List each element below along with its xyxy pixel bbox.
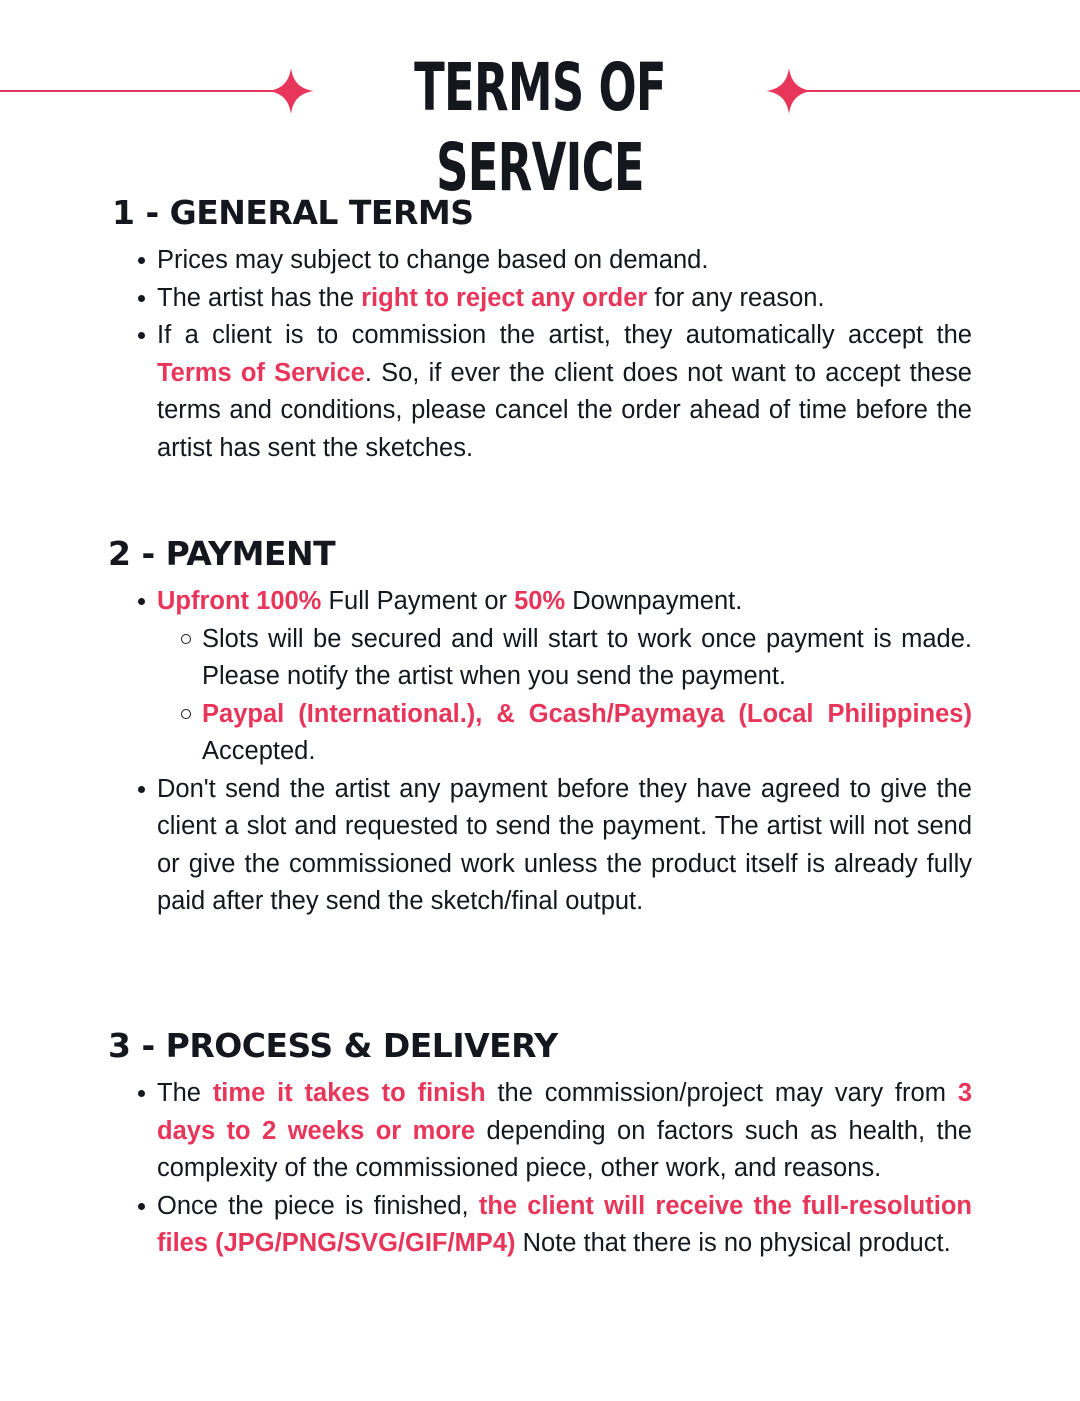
section-process-delivery <box>108 1023 972 1263</box>
list-item: The time it takes to finish the commission/project may vary from 3 days to 2 weeks or more depending on factors such as health, the complexity of the commissioned piece, other work, and reasons. <box>108 1075 972 1188</box>
left-rule <box>0 90 276 92</box>
sub-list-item: Slots will be secured and will start to work once payment is made. Please notify the artist when you send the payment. <box>108 621 972 696</box>
bullet-list <box>108 1075 972 1263</box>
star-icon <box>268 68 314 114</box>
page-title: TERMS OF SERVICE <box>414 49 666 206</box>
right-rule <box>804 90 1080 92</box>
bullet-list <box>108 583 972 621</box>
list-item: Upfront 100% Full Payment or 50% Downpayment. <box>108 583 972 621</box>
sub-list-item: Paypal (International.), & Gcash/Paymaya (Local Philippines) Accepted. <box>108 696 972 771</box>
list-item: The artist has the right to reject any order for any reason. <box>108 280 972 318</box>
bullet-list <box>108 242 972 467</box>
list-item: If a client is to commission the artist, they automatically accept the Terms of Service. So, if ever the client does not want to accept these terms and conditions, please cancel the order ahead of time before the artist has sent the sketches. <box>108 317 972 467</box>
header <box>0 40 1080 206</box>
list-item: Once the piece is finished, the client will receive the full-resolution files (JPG/PNG/SVG/GIF/MP4) Note that there is no physical product. <box>108 1188 972 1263</box>
bullet-list <box>108 771 972 921</box>
section-payment <box>108 531 972 921</box>
list-item: Don't send the artist any payment before they have agreed to give the client a slot and requested to send the payment. The artist will not send or give the commissioned work unless the product itself is already fully paid after they send the sketch/final output. <box>108 771 972 921</box>
section-heading: 1 - GENERAL TERMS <box>112 193 474 232</box>
sub-bullet-list <box>108 621 972 771</box>
section-general-terms <box>108 190 972 467</box>
section-heading: 2 - PAYMENT <box>108 534 336 573</box>
list-item: Prices may subject to change based on demand. <box>108 242 972 280</box>
section-heading: 3 - PROCESS & DELIVERY <box>108 1026 558 1065</box>
